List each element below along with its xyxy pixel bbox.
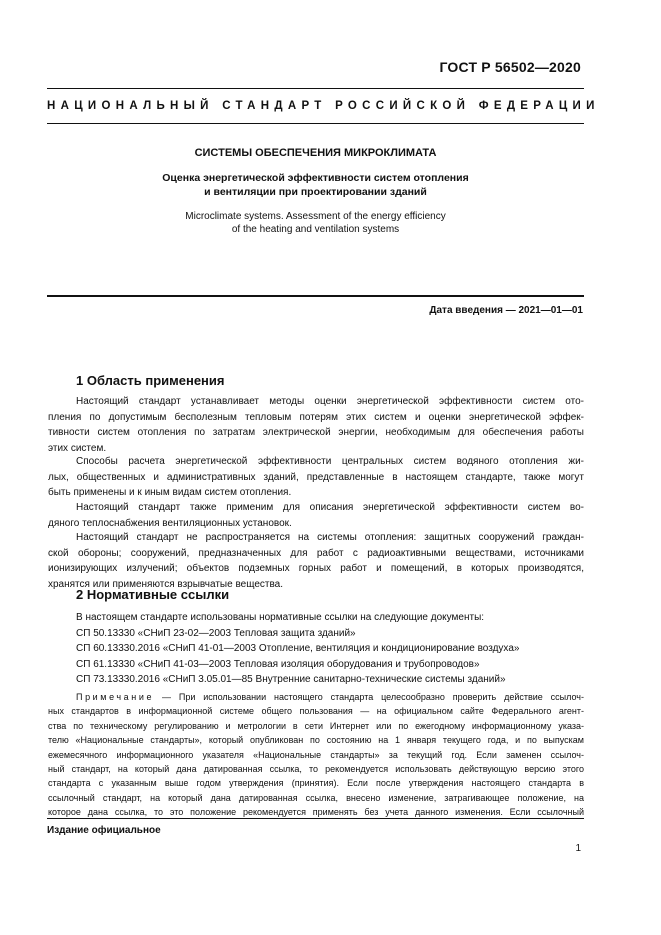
subtitle-line: и вентиляции при проектировании зданий [204,186,427,198]
reference-item: СП 60.13330.2016 «СНиП 41-01—2003 Отопление, вентиляция и кондиционирование воздуха» [76,643,520,654]
text-line: лых, общественных и административных зданий, представленные в настоящем стандарте, также могут [48,471,584,483]
text-line: быть применены и к иным видам систем отопления. [48,487,292,498]
introduction-date: Дата введения — 2021—01—01 [429,305,583,316]
text-line: ионизирующих излучений; объектов подземных горных работ и помещений, в которых производятся, [48,563,584,574]
national-standard-banner: НАЦИОНАЛЬНЫЙ СТАНДАРТ РОССИЙСКОЙ ФЕДЕРАЦИИ [47,100,600,112]
reference-item: СП 50.13330 «СНиП 23-02—2003 Тепловая защита зданий» [76,628,356,639]
paragraph [48,454,584,501]
note-label: Примечание [76,692,155,702]
document-subtitle [47,171,584,199]
text-line: пления по допустимым бесполезным тепловым потерям этих систем и оценки энергетической эффек- [48,411,584,423]
references-intro: В настоящем стандарте использованы нормативные ссылки на следующие документы: [76,612,485,623]
header-rule-top [47,88,584,89]
text-line: Настоящий стандарт не распространяется на системы отопления: защитных сооружений граждан- [76,532,584,543]
note-line: ежемесячного информационного указателя «Национальные стандарты» за текущий год. Если заменен ссылоч- [48,749,584,760]
note-line: которое дана ссылка, то это положение рекомендуется применять без учета данного изменения. Если ссылочный [48,807,584,818]
page-number: 1 [575,843,581,854]
text-line: хранятся или применяются взрывчатые вещества. [48,578,283,590]
note-line: стандарта с указанным выше годом утверждения (принятия). Если после утверждения настоящего стандарта в [48,778,584,789]
english-title-line: of the heating and ventilation systems [231,224,400,235]
note-line: ссылочный стандарт, на который дана датированная ссылка, внесено изменение, затрагивающее положение, на [48,792,584,803]
note-line: ства по техническому регулированию и метрологии в сети Интернет или по ежегодному информационному указа- [48,720,584,731]
gost-code: ГОСТ Р 56502—2020 [439,59,581,75]
section-heading: 1 Область применения [76,373,225,388]
text-line: Настоящий стандарт устанавливает методы оценки энергетической эффективности систем ото- [76,396,584,407]
text-line: Способы расчета энергетической эффективности центральных систем водяного отопления жи- [76,456,584,467]
note-line [76,690,584,704]
text-line: этих систем. [48,442,107,454]
note-line: ных стандартов в информационной системе общего пользования — на официальном сайте Федерального агент- [48,706,584,717]
footer-rule [47,818,584,819]
document-title: СИСТЕМЫ ОБЕСПЕЧЕНИЯ МИКРОКЛИМАТА [194,147,437,159]
subtitle-line: Оценка энергетической эффективности систем отопления [162,172,469,184]
english-title-line: Microclimate systems. Assessment of the energy efficiency [185,211,446,222]
header-rule-bottom [47,123,584,124]
section-heading: 2 Нормативные ссылки [76,587,230,602]
paragraph [48,516,584,592]
note-text: — При использовании настоящего стандарта целесообразно проверить действие ссылоч- [154,692,584,702]
text-line: тивности систем отопления по затратам электрической энергии, необходимым для обеспечения работы [48,427,584,438]
english-title [47,210,584,236]
text-line: ской обороны; сооружений, предназначенных для работ с радиоактивными веществами, источниками [48,547,584,559]
text-line: Настоящий стандарт также применим для описания энергетической эффективности систем во- [76,502,584,513]
text-line: дяного теплоснабжения вентиляционных установок. [48,517,292,529]
reference-item: СП 73.13330.2016 «СНиП 3.05.01—85 Внутренние санитарно-технические системы зданий» [76,674,506,685]
title-rule [47,295,584,297]
reference-item: СП 61.13330 «СНиП 41-03—2003 Тепловая изоляция оборудования и трубопроводов» [76,659,480,670]
note-block [48,690,584,820]
paragraph [48,394,584,456]
edition-label: Издание официальное [47,825,161,836]
note-line: телю «Национальные стандарты», который опубликован по состоянию на 1 января текущего года, и по выпускам [48,735,584,746]
note-line: ный стандарт, на который дана датированная ссылка, то рекомендуется использовать действующую версию этого [48,764,584,775]
